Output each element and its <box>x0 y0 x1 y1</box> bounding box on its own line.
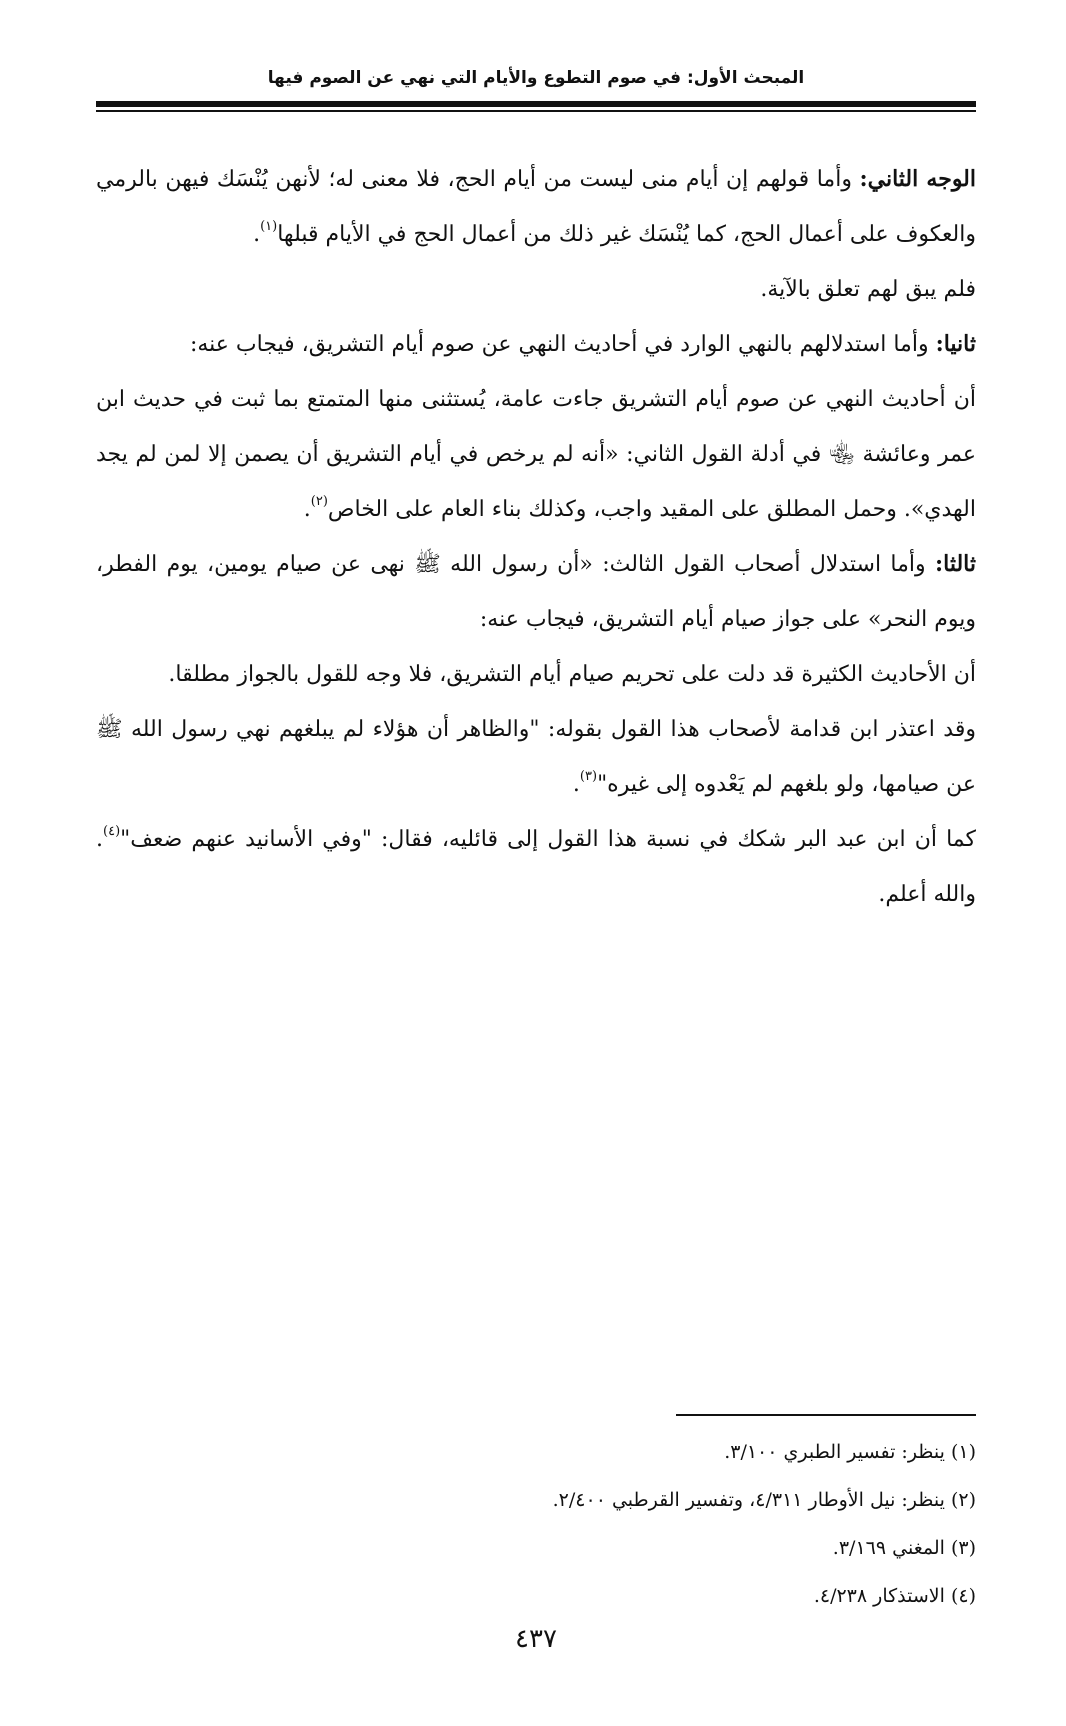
paragraph-7-end: . <box>572 772 580 797</box>
body-text <box>96 152 976 922</box>
paragraph-8-end: . والله أعلم. <box>96 827 976 907</box>
paragraph-6: أن الأحاديث الكثيرة قد دلت على تحريم صيام أيام التشريق، فلا وجه للقول بالجواز مطلقا. <box>168 662 976 687</box>
footnote-3: (٣) المغني ٣/١٦٩. <box>832 1537 976 1559</box>
footnotes <box>96 1428 976 1620</box>
paragraph-4-end: . <box>303 497 311 522</box>
paragraph-5-text: وأما استدلال أصحاب القول الثالث: «أن رسول الله ﷺ نهى عن صيام يومين، يوم الفطر، ويوم النحر» على جواز صيام أيام التشريق، فيجاب عنه: <box>96 552 976 632</box>
paragraph-3 <box>96 317 976 372</box>
paragraph-2: فلم يبق لهم تعلق بالآية. <box>760 277 976 302</box>
paragraph-1-lead: الوجه الثاني: <box>859 166 976 192</box>
paragraph-8-text: كما أن ابن عبد البر شكك في نسبة هذا القول إلى قائليه، فقال: "وفي الأسانيد عنهم ضعف" <box>120 827 976 852</box>
paragraph-4-text: أن أحاديث النهي عن صوم أيام التشريق جاءت عامة، يُستثنى منها المتمتع بما ثبت في حديث ابن عمر وعائشة ﵄ في أدلة القول الثاني: «أنه لم يرخص في أيام التشريق أن يصمن إلا لمن لم يجد الهدي». وحمل المطلق على المقيد واجب، وكذلك بناء العام على الخاص <box>96 387 977 522</box>
paragraph-8 <box>96 812 976 922</box>
paragraph-4 <box>96 372 976 537</box>
paragraph-7 <box>96 702 976 812</box>
paragraph-1 <box>96 152 976 262</box>
footnote-1: (١) ينظر: تفسير الطبري ٣/١٠٠. <box>724 1441 976 1463</box>
header-rule-thin <box>96 110 976 112</box>
footnote-4: (٤) الاستذكار ٤/٢٣٨. <box>813 1585 976 1607</box>
paragraph-3-lead: ثانيا: <box>935 331 976 357</box>
paragraph-1-end: . <box>253 222 261 247</box>
footnote-separator <box>676 1414 976 1416</box>
paragraph-1-text: وأما قولهم إن أيام منى ليست من أيام الحج، فلا معنى له؛ لأنهن يُنْسَك فيهن بالرمي والعكوف على أعمال الحج، كما يُنْسَك غير ذلك من أعمال الحج في الأيام قبلها <box>96 167 976 247</box>
page-number: ٤٣٧ <box>515 1624 557 1654</box>
footnote-ref-4: (٤) <box>103 824 121 839</box>
running-header: المبحث الأول: في صوم التطوع والأيام التي نهي عن الصوم فيها <box>267 68 805 88</box>
paragraph-5-lead: ثالثا: <box>935 551 976 577</box>
paragraph-3-text: وأما استدلالهم بالنهي الوارد في أحاديث النهي عن صوم أيام التشريق، فيجاب عنه: <box>189 332 936 357</box>
paragraph-7-text: وقد اعتذر ابن قدامة لأصحاب هذا القول بقوله: "والظاهر أن هؤلاء لم يبلغهم نهي رسول الله ﷺ عن صيامها، ولو بلغهم لم يَعْدوه إلى غيره" <box>96 717 976 797</box>
footnote-2: (٢) ينظر: نيل الأوطار ٤/٣١١، وتفسير القرطبي ٢/٤٠٠. <box>552 1489 976 1511</box>
footnote-ref-3: (٣) <box>579 769 598 784</box>
footnote-ref-1: (١) <box>260 219 278 234</box>
paragraph-5 <box>96 537 976 647</box>
footnote-ref-2: (٢) <box>310 494 328 509</box>
header-rule-thick <box>96 101 976 107</box>
